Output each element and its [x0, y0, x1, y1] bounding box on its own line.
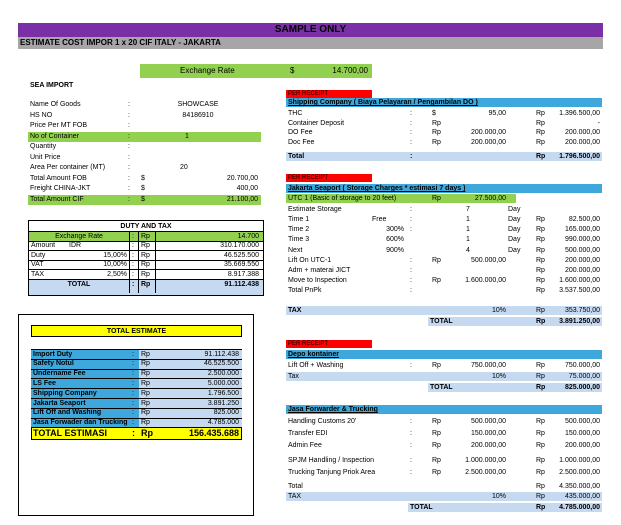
forwarder-row-rp: Rp	[536, 493, 545, 500]
forwarder-row-colon: :	[410, 430, 412, 437]
sea-row-colon: :	[128, 153, 130, 161]
sea-row-colon: :	[128, 195, 130, 203]
seaport-tax-rp: Rp	[536, 307, 545, 314]
seaport-row-unit: Day	[508, 246, 521, 254]
estimate-row-currency: Rp	[141, 370, 150, 378]
estimate-row-value: 91.112.438	[204, 350, 239, 358]
duty-row-label: VAT	[31, 261, 44, 269]
duty-total-label: TOTAL	[67, 281, 91, 288]
depo-total-rp: Rp	[536, 384, 546, 391]
duty-row-colon: :	[132, 261, 134, 269]
seaport-row-currency: Rp	[432, 277, 441, 285]
shipping-row-colon: :	[410, 129, 412, 136]
forwarder-row-colon: :	[410, 418, 412, 425]
sea-row-colon: :	[128, 143, 130, 150]
estimate-row-currency: Rp	[141, 389, 150, 397]
duty-row-value: 310.170.000	[220, 242, 259, 250]
estimate-row-colon: :	[132, 379, 134, 387]
shipping-row-amount: 200.000,00	[470, 129, 506, 136]
estimate-row-label: Lift Off and Washing	[33, 409, 102, 417]
depo-row-currency: Rp	[432, 362, 441, 369]
seaport-row-colon: :	[410, 216, 412, 223]
forwarder-row-rp: Rp	[536, 418, 545, 425]
seaport-total-value: 3.891.250,00	[559, 318, 600, 325]
duty-row-label: Amount	[31, 242, 56, 250]
forwarder-total-rp: Rp	[536, 504, 546, 511]
depo-row-label: Lift Off + Washing	[288, 362, 344, 369]
seaport-row-rp: Rp	[536, 277, 545, 285]
forwarder-row-amount: 500.000,00	[470, 418, 506, 425]
utc-label: UTC 1 (Basic of storage to 20 feet)	[288, 195, 397, 202]
forwarder-row-colon: :	[410, 457, 412, 464]
estimate-row-currency: Rp	[141, 399, 150, 407]
shipping-total-colon: :	[410, 153, 413, 160]
estimate-row-colon: :	[132, 360, 134, 368]
forwarder-row-value: 2.500.000,00	[559, 469, 600, 476]
sea-row-colon: :	[128, 185, 130, 192]
seaport-row-value: 200.000,00	[564, 256, 600, 264]
seaport-row-rp: Rp	[536, 226, 545, 234]
seaport-row-label: Time 3	[288, 236, 310, 244]
seaport-row-rp: Rp	[536, 267, 545, 274]
seaport-row-colon: :	[410, 287, 412, 295]
estimate-row-value: 3.891.250	[207, 399, 239, 407]
shipping-row-rp: Rp	[536, 129, 545, 136]
estimate-row-colon: :	[132, 389, 134, 397]
forwarder-row-rp: Rp	[536, 469, 545, 476]
sea-row-value: SHOWCASE	[177, 101, 219, 108]
sea-row-colon: :	[128, 174, 130, 182]
seaport-row-value: 165.000,00	[564, 226, 600, 234]
sea-row-value: 400,00	[236, 185, 258, 192]
exchange-rate-label: Exchange Rate	[180, 66, 235, 75]
sea-row-value: 21.100,00	[226, 195, 258, 203]
shipping-row-label: Container Deposit	[288, 119, 345, 127]
estimate-row-label: Jakarta Seaport	[33, 399, 86, 407]
forwarder-row-pct: 10%	[491, 493, 506, 500]
row-divider	[29, 279, 263, 280]
shipping-total-label: Total	[288, 153, 305, 160]
seaport-row-label: Total PnPk	[288, 287, 322, 295]
seaport-row-colon: :	[410, 267, 412, 274]
forwarder-row-rp: Rp	[536, 442, 545, 449]
shipping-row-colon: :	[410, 138, 412, 146]
duty-row-currency: Rp	[141, 251, 150, 259]
shipping-total-value: 1.796.500,00	[559, 153, 600, 160]
sea-row-label: Name Of Goods	[30, 101, 81, 108]
section-heading: Shipping Company ( Biaya Pelayaran / Pengambilan DO )	[288, 99, 478, 106]
storage-colon: :	[410, 206, 412, 213]
shipping-row-currency: Rp	[432, 119, 441, 127]
estimate-row-label: Import Duty	[33, 350, 73, 358]
sea-row-colon: :	[128, 132, 130, 140]
forwarder-row-currency: Rp	[432, 430, 441, 437]
seaport-row-value: 1.600.000,00	[559, 277, 600, 285]
sea-row-colon: :	[128, 101, 130, 108]
seaport-tax-pct: 10%	[491, 307, 506, 314]
shipping-row-rp: Rp	[536, 119, 545, 127]
sea-row-currency: $	[141, 195, 145, 203]
sea-row-label: Price Per MT FOB	[30, 122, 88, 129]
duty-row-label: Exchange Rate	[55, 232, 103, 240]
utc-value: 27.500,00	[474, 195, 506, 202]
depo-row-value: 750.000,00	[564, 362, 600, 369]
seaport-row-rp: Rp	[536, 246, 545, 254]
duty-row-pct: 10,00%	[103, 261, 127, 269]
sea-import-heading: SEA IMPORT	[30, 82, 74, 89]
estimate-row-label: Jasa Forwader dan Trucking	[33, 419, 128, 427]
forwarder-row-value: 1.000.000,00	[559, 457, 600, 464]
sea-row-label: HS NO	[30, 111, 53, 119]
seaport-row-rp: Rp	[536, 236, 545, 244]
shipping-row-label: THC	[288, 110, 303, 117]
shipping-total-rp: Rp	[536, 153, 546, 160]
seaport-row-label: Time 1	[288, 216, 310, 223]
seaport-row-pct: 600%	[386, 236, 404, 244]
forwarder-row-label: Transfer EDI	[288, 430, 328, 437]
shipping-row-value: 200.000,00	[564, 129, 600, 136]
shipping-row-colon: :	[410, 119, 412, 127]
forwarder-row-label: Total	[288, 483, 303, 490]
sea-row-label: Freight CHINA-JKT	[30, 185, 91, 192]
per-receipt-label: PER RECEIPT	[288, 175, 329, 181]
forwarder-row-amount: 150.000,00	[470, 430, 506, 437]
sea-row-currency: $	[141, 185, 145, 192]
forwarder-total-label: TOTAL	[410, 504, 433, 511]
seaport-row-unit: Day	[508, 216, 521, 223]
col-divider	[129, 231, 130, 293]
shipping-row-label: DO Fee	[288, 129, 313, 136]
depo-row-amount: 750.000,00	[470, 362, 506, 369]
estimate-row-label: Shipping Company	[33, 389, 97, 397]
forwarder-row-currency: Rp	[432, 457, 441, 464]
duty-total-colon: :	[132, 281, 135, 288]
duty-total-value: 91.112.438	[224, 281, 259, 288]
estimate-row-currency: Rp	[141, 360, 150, 368]
estimate-row-colon: :	[132, 419, 134, 427]
forwarder-row-currency: Rp	[432, 442, 441, 449]
estimate-row-currency: Rp	[141, 379, 150, 387]
forwarder-row-label: Handling Customs 20'	[288, 418, 357, 425]
seaport-row-value: 3.537.500,00	[559, 287, 600, 295]
seaport-row-currency: Rp	[432, 256, 441, 264]
seaport-row-amount: 1.600.000,00	[465, 277, 506, 285]
duty-total-currency: Rp	[141, 281, 151, 288]
seaport-row-rp: Rp	[536, 256, 545, 264]
depo-total-value: 825.000,00	[564, 384, 600, 391]
duty-row-label: TAX	[31, 270, 45, 278]
estimate-row-label: LS Fee	[33, 379, 56, 387]
duty-row-pct: 2,50%	[107, 270, 127, 278]
shipping-row-currency: Rp	[432, 138, 441, 146]
seaport-row-rp: Rp	[536, 216, 545, 223]
shipping-row-rp: Rp	[536, 138, 545, 146]
estimate-grand-colon: :	[132, 428, 135, 439]
seaport-row-value: 200.000,00	[564, 267, 600, 274]
seaport-row-rp: Rp	[536, 287, 545, 295]
sea-row-value: 20.700,00	[226, 174, 258, 182]
seaport-row-label: Lift On UTC-1	[288, 256, 332, 264]
shipping-row-value: 200.000,00	[564, 138, 600, 146]
seaport-row-pct: 300%	[386, 226, 404, 234]
exchange-rate-bar	[140, 64, 372, 78]
duty-row-currency: Rp	[141, 261, 150, 269]
forwarder-row-value: 435.000,00	[564, 493, 600, 500]
page-title: ESTIMATE COST IMPOR 1 x 20 CIF ITALY - JAKARTA	[18, 37, 603, 49]
seaport-row-label: Adm + materai JICT	[288, 267, 351, 274]
seaport-row-mid: Free	[372, 216, 387, 223]
forwarder-row-currency: Rp	[432, 418, 441, 425]
seaport-total-label: TOTAL	[430, 318, 453, 325]
duty-heading: DUTY AND TAX	[120, 223, 172, 230]
seaport-row-colon: :	[410, 226, 412, 234]
forwarder-row-label: Admin Fee	[288, 442, 322, 449]
sea-row-value: 20	[180, 164, 188, 171]
seaport-row-unit: Day	[508, 226, 521, 234]
sea-row-label: Quantity	[30, 143, 57, 150]
exchange-rate-value: 14.700,00	[332, 66, 368, 75]
estimate-row-label: Undername Fee	[33, 370, 86, 378]
shipping-row-amount: 95,00	[488, 110, 506, 117]
duty-row-value: 8.917.388	[227, 270, 259, 278]
seaport-row-colon: :	[410, 256, 412, 264]
estimate-row-colon: :	[132, 409, 134, 417]
estimate-row-value: 46.525.500	[203, 360, 239, 368]
forwarder-total-value: 4.785.000,00	[559, 504, 600, 511]
depo-total-label: TOTAL	[430, 384, 453, 391]
estimate-row-value: 4.785.000	[207, 419, 239, 427]
duty-row-label: Duty	[31, 251, 46, 259]
forwarder-row-amount: 200.000,00	[470, 442, 506, 449]
section-heading: Jakarta Seaport ( Storage Charges * estimasi 7 days )	[288, 185, 466, 192]
sea-row-value: 84186910	[182, 111, 214, 119]
estimate-row-currency: Rp	[141, 419, 150, 427]
total-estimate-panel	[18, 314, 254, 516]
forwarder-row-value: 200.000,00	[564, 442, 600, 449]
seaport-row-unit: Day	[508, 236, 521, 244]
duty-row-value: 46.525.500	[223, 251, 259, 259]
sea-row-colon: :	[128, 164, 130, 171]
shipping-row-currency: $	[432, 110, 436, 117]
depo-tax-pct: 10%	[491, 373, 506, 380]
col-divider	[138, 231, 139, 293]
forwarder-row-label: SPJM Handling / Inspection	[288, 457, 374, 464]
seaport-row-label: Move to Inspection	[288, 277, 347, 285]
seaport-row-colon: :	[410, 277, 412, 285]
sea-row-colon: :	[128, 122, 130, 129]
storage-label: Estimate Storage	[288, 206, 342, 213]
seaport-row-qty: 1	[466, 226, 470, 234]
estimate-grand-value: 156.435.688	[188, 428, 239, 439]
forwarder-row-value: 4.350.000,00	[559, 483, 600, 490]
forwarder-row-amount: 2.500.000,00	[465, 469, 506, 476]
seaport-row-qty: 1	[466, 236, 470, 244]
duty-row-currency: Rp	[141, 270, 150, 278]
estimate-row-currency: Rp	[141, 409, 150, 417]
seaport-tax-label: TAX	[288, 307, 302, 314]
sea-row-label: Unit Price	[30, 153, 61, 161]
seaport-row-value: 500.000,00	[564, 246, 600, 254]
seaport-row-qty: 1	[466, 216, 470, 223]
shipping-row-amount: 200.000,00	[470, 138, 506, 146]
sample-banner: SAMPLE ONLY	[18, 23, 603, 37]
seaport-row-pct: 900%	[386, 246, 404, 254]
section-heading: Jasa Forwarder & Trucking	[288, 406, 378, 413]
duty-row-value: 14.700	[237, 232, 259, 240]
estimate-row-colon: :	[132, 370, 134, 378]
sea-row-value: 1	[185, 132, 189, 140]
sea-row-label: Total Amount FOB	[30, 174, 87, 182]
duty-row-currency: Rp	[141, 242, 150, 250]
estimate-row-value: 825.000	[213, 409, 239, 417]
forwarder-row-rp: Rp	[536, 483, 545, 490]
seaport-row-amount: 500.000,00	[470, 256, 506, 264]
shipping-row-value: 1.396.500,00	[559, 110, 600, 117]
seaport-row-value: 990.000,00	[564, 236, 600, 244]
shipping-row-colon: :	[410, 110, 412, 117]
seaport-row-qty: 4	[466, 246, 470, 254]
col-divider	[155, 231, 156, 293]
forwarder-row-colon: :	[410, 469, 412, 476]
sea-row-currency: $	[141, 174, 145, 182]
duty-row-colon: :	[132, 251, 134, 259]
seaport-row-label: Time 2	[288, 226, 310, 234]
estimate-heading: TOTAL ESTIMATE	[106, 328, 167, 335]
duty-row-pct: 15,00%	[103, 251, 127, 259]
forwarder-row-label: TAX	[288, 493, 302, 500]
duty-row-colon: :	[132, 232, 134, 240]
shipping-row-rp: Rp	[536, 110, 545, 117]
depo-tax-label: Tax	[288, 373, 299, 380]
receipt-column	[286, 90, 606, 520]
estimate-row-value: 2.500.000	[207, 370, 239, 378]
duty-row-pct: IDR	[69, 242, 82, 250]
seaport-row-label: Next	[288, 246, 303, 254]
seaport-tax-value: 353.750,00	[564, 307, 600, 314]
forwarder-row-colon: :	[410, 442, 412, 449]
duty-row-value: 35.669.550	[223, 261, 259, 269]
per-receipt-label: PER RECEIPT	[288, 341, 329, 347]
shipping-row-currency: Rp	[432, 129, 441, 136]
estimate-row-value: 1.796.500	[207, 389, 239, 397]
forwarder-row-rp: Rp	[536, 430, 545, 437]
forwarder-row-value: 500.000,00	[564, 418, 600, 425]
forwarder-row-label: Trucking Tanjung Priok Area	[288, 469, 376, 476]
storage-unit: Day	[508, 206, 521, 213]
forwarder-row-amount: 1.000.000,00	[465, 457, 506, 464]
duty-tax-table	[28, 220, 264, 296]
estimate-row-colon: :	[132, 350, 134, 358]
shipping-row-label: Doc Fee	[288, 138, 315, 146]
depo-tax-rp: Rp	[536, 373, 545, 380]
estimate-row-currency: Rp	[141, 350, 150, 358]
utc-currency: Rp	[432, 195, 441, 202]
seaport-total-rp: Rp	[536, 318, 546, 325]
sea-row-colon: :	[128, 111, 130, 119]
depo-tax-value: 75.000,00	[568, 373, 600, 380]
storage-qty: 7	[466, 206, 470, 213]
estimate-row-label: Safety Notul	[33, 360, 74, 368]
section-heading: Depo kontainer	[288, 351, 339, 358]
depo-row-rp: Rp	[536, 362, 545, 369]
estimate-grand-currency: Rp	[141, 428, 153, 439]
estimate-row-colon: :	[132, 399, 134, 407]
forwarder-row-value: 150.000,00	[564, 430, 600, 437]
estimate-row-value: 5.000.000	[207, 379, 239, 387]
sea-import-table	[28, 101, 261, 206]
sea-row-label: Area Per container (MT)	[30, 164, 106, 171]
exchange-rate-currency: $	[290, 66, 295, 75]
duty-row-colon: :	[132, 242, 134, 250]
duty-row-currency: Rp	[141, 232, 150, 240]
sea-row-label: No of Container	[30, 132, 80, 140]
sea-row-label: Total Amount CIF	[30, 195, 84, 203]
duty-row-colon: :	[132, 270, 134, 278]
shipping-row-value: -	[597, 119, 600, 127]
depo-row-colon: :	[410, 362, 412, 369]
per-receipt-label: PER RECEIPT	[288, 91, 329, 97]
estimate-grand-label: TOTAL ESTIMASI	[33, 428, 108, 439]
forwarder-row-currency: Rp	[432, 469, 441, 476]
seaport-row-value: 82.500,00	[568, 216, 600, 223]
forwarder-row-rp: Rp	[536, 457, 545, 464]
